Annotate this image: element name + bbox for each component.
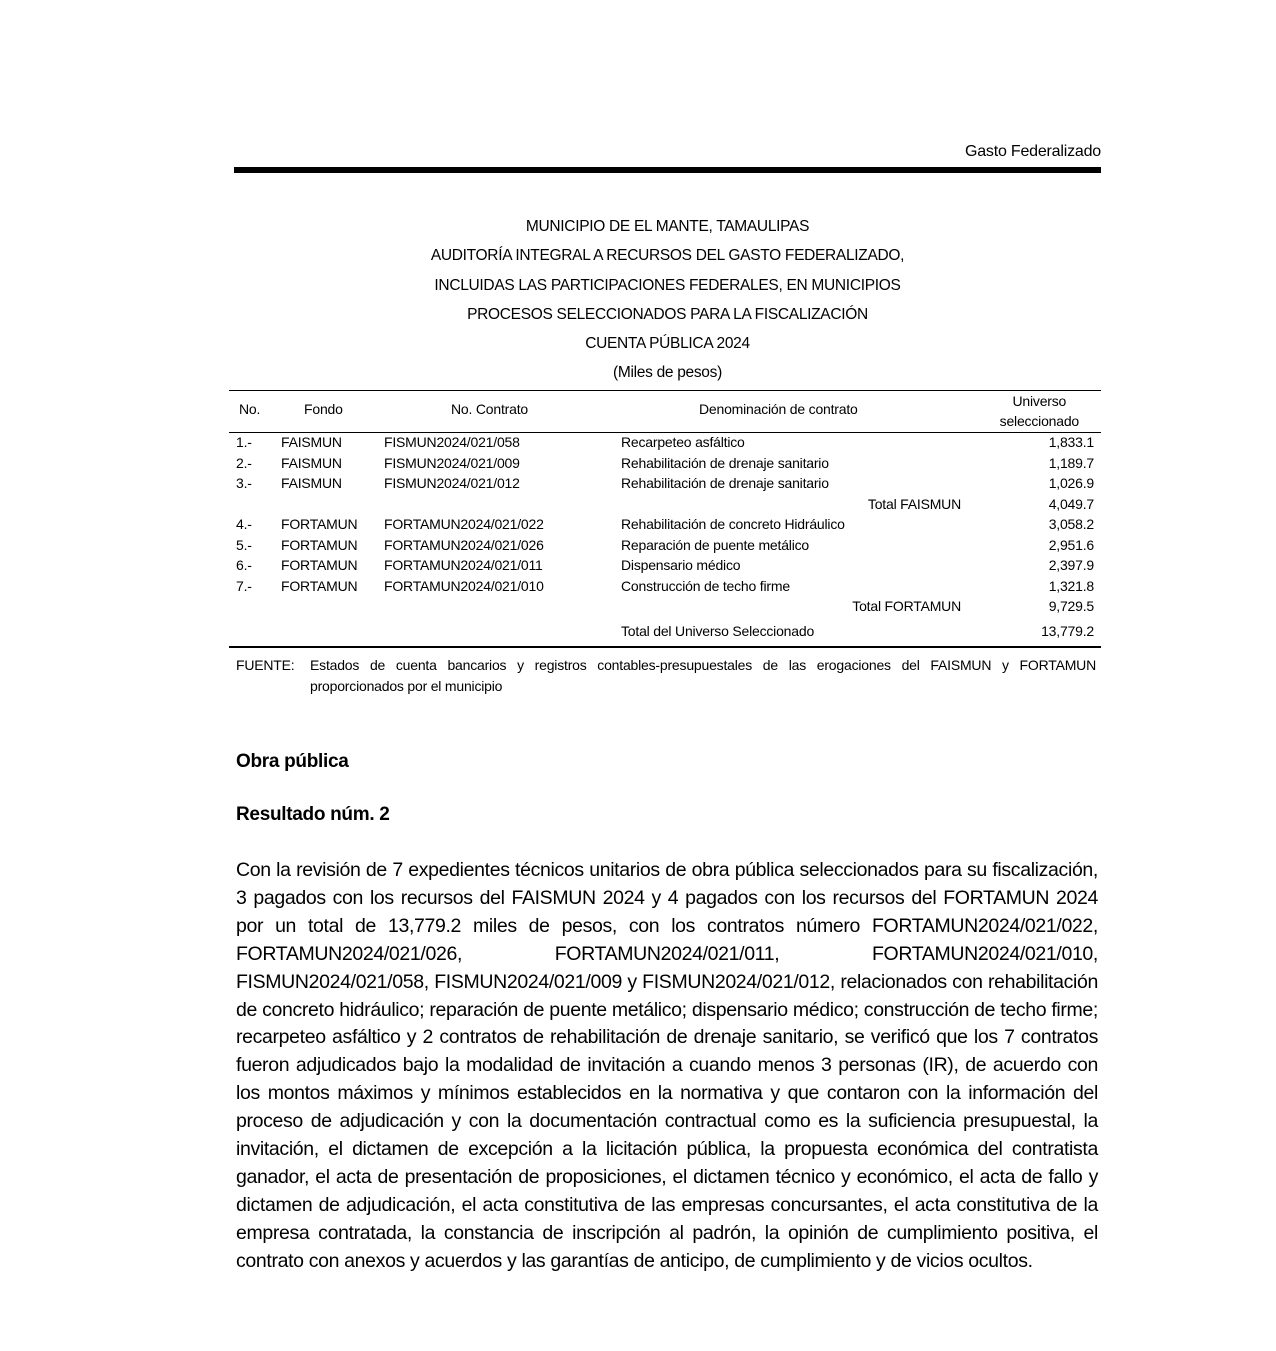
cell-no: 4.- <box>236 516 252 532</box>
title-line: AUDITORÍA INTEGRAL A RECURSOS DEL GASTO FEDERALIZADO, <box>430 247 905 265</box>
table-bottom-rule <box>229 646 1101 648</box>
grand-total-row <box>229 621 1101 641</box>
running-header: Gasto Federalizado <box>964 143 1101 160</box>
cell-fondo: FAISMUN <box>281 434 342 450</box>
cell-denominacion: Rehabilitación de drenaje sanitario <box>621 475 829 491</box>
col-header-universo <box>1000 391 1079 431</box>
subtotal-value: 9,729.5 <box>1048 598 1094 614</box>
source-text: Estados de cuenta bancarios y registros contables-presupuestales de las erogaciones del FAISMUN y FORTAMUN proporcionados por el municipio <box>310 657 1096 694</box>
table-row <box>229 453 1101 473</box>
cell-universo: 2,951.6 <box>1048 536 1094 553</box>
cell-universo: 1,189.7 <box>1048 454 1094 471</box>
cell-contrato: FORTAMUN2024/021/010 <box>384 577 544 594</box>
cell-denominacion: Reparación de puente metálico <box>621 536 809 553</box>
cell-denominacion: Rehabilitación de drenaje sanitario <box>621 454 829 471</box>
table-row <box>229 555 1101 575</box>
subtotal-row-fortamun <box>229 596 1101 616</box>
cell-fondo: FORTAMUN <box>281 577 358 594</box>
cell-denominacion: Recarpeteo asfáltico <box>621 434 745 450</box>
subtotal-value: 4,049.7 <box>1048 495 1094 512</box>
cell-contrato: FISMUN2024/021/009 <box>384 454 520 471</box>
cell-fondo: FAISMUN <box>281 454 342 471</box>
cell-no: 7.- <box>236 577 252 594</box>
cell-denominacion: Dispensario médico <box>621 557 741 573</box>
cell-universo: 3,058.2 <box>1048 516 1094 532</box>
col-header-contrato: No. Contrato <box>451 401 528 417</box>
table-row <box>229 576 1101 596</box>
cell-fondo: FORTAMUN <box>281 516 358 532</box>
title-line: INCLUIDAS LAS PARTICIPACIONES FEDERALES, EN MUNICIPIOS <box>434 276 901 294</box>
source-label: FUENTE: <box>236 657 295 673</box>
cell-denominacion: Rehabilitación de concreto Hidráulico <box>621 516 845 532</box>
cell-contrato: FORTAMUN2024/021/011 <box>384 557 543 573</box>
subtotal-row-faismun <box>229 494 1101 514</box>
table-row <box>229 432 1101 452</box>
cell-no: 3.- <box>236 475 252 491</box>
table-row <box>229 473 1101 493</box>
cell-no: 1.- <box>236 434 252 450</box>
cell-fondo: FORTAMUN <box>281 557 358 573</box>
col-header-universo-line1: Universo <box>1012 393 1067 409</box>
col-header-no: No. <box>239 401 261 417</box>
cell-contrato: FISMUN2024/021/058 <box>384 434 520 450</box>
title-line: PROCESOS SELECCIONADOS PARA LA FISCALIZACIÓN <box>467 305 868 323</box>
table-row <box>229 535 1101 555</box>
cell-contrato: FORTAMUN2024/021/022 <box>384 516 544 532</box>
cell-fondo: FORTAMUN <box>281 536 358 553</box>
cell-no: 6.- <box>236 557 252 573</box>
title-line: (Miles de pesos) <box>613 364 722 382</box>
section-heading-resultado: Resultado núm. 2 <box>236 804 390 825</box>
cell-universo: 1,833.1 <box>1048 434 1094 450</box>
table-row <box>229 514 1101 534</box>
col-header-fondo: Fondo <box>304 401 343 417</box>
title-line: MUNICIPIO DE EL MANTE, TAMAULIPAS <box>525 218 810 235</box>
table-title-block <box>234 216 1101 392</box>
grand-total-value: 13,779.2 <box>1041 623 1094 639</box>
result-paragraph: Con la revisión de 7 expedientes técnicos unitarios de obra pública seleccionados para su fiscalización, 3 pagados con los recursos del FAISMUN 2024 y 4 pagados con los recursos del FORTAMUN 2024 por un total de 13,779.2 miles de pesos, con los contratos número FORTAMUN2024/021/022, FORTAMUN2024/021/026, FORTAMUN2024/021/011, FORTAMUN2024/021/010, FISMUN2024/021/058, FISMUN2024/021/009 y FISMUN2024/021/012, relacionados con rehabilitación de concreto hidráulico; reparación de puente metálico; dispensario médico; construcción de techo firme; recarpeteo asfáltico y 2 contratos de rehabilitación de drenaje sanitario, se verificó que los 7 contratos fueron adjudicados bajo la modalidad de invitación a cuando menos 3 personas (IR), de acuerdo con los montos máximos y mínimos establecidos en la normativa y que contaron con la información del proceso de adjudicación y con la documentación contractual como es la suficiencia presupuestal, la invitación, el dictamen de excepción a la licitación pública, la propuesta económica del contratista ganador, el acta de presentación de proposiciones, el dictamen técnico y económico, el acta de fallo y dictamen de adjudicación, el acta constitutiva de las empresas concursantes, el acta constitutiva de la empresa contratada, la constancia de inscripción al padrón, la opinión de cumplimiento positiva, el contrato con anexos y acuerdos y las garantías de anticipo, de cumplimiento y de vicios ocultos. <box>236 859 1098 1272</box>
section-heading-obra-publica: Obra pública <box>236 751 349 772</box>
cell-universo: 1,321.8 <box>1048 577 1094 594</box>
col-header-universo-line2: seleccionado <box>999 413 1079 429</box>
cell-no: 2.- <box>236 454 252 471</box>
grand-total-label: Total del Universo Seleccionado <box>621 623 815 639</box>
subtotal-label: Total FORTAMUN <box>852 598 961 614</box>
subtotal-label: Total FAISMUN <box>867 495 961 512</box>
cell-contrato: FISMUN2024/021/012 <box>384 475 520 491</box>
cell-universo: 2,397.9 <box>1048 557 1094 573</box>
cell-contrato: FORTAMUN2024/021/026 <box>384 536 544 553</box>
title-line: CUENTA PÚBLICA 2024 <box>585 335 750 353</box>
col-header-denominacion: Denominación de contrato <box>699 401 858 417</box>
cell-fondo: FAISMUN <box>281 475 342 491</box>
cell-no: 5.- <box>236 536 252 553</box>
cell-denominacion: Construcción de techo firme <box>621 577 790 594</box>
header-rule <box>234 167 1101 173</box>
cell-universo: 1,026.9 <box>1048 475 1094 491</box>
table-top-rule <box>229 390 1101 391</box>
